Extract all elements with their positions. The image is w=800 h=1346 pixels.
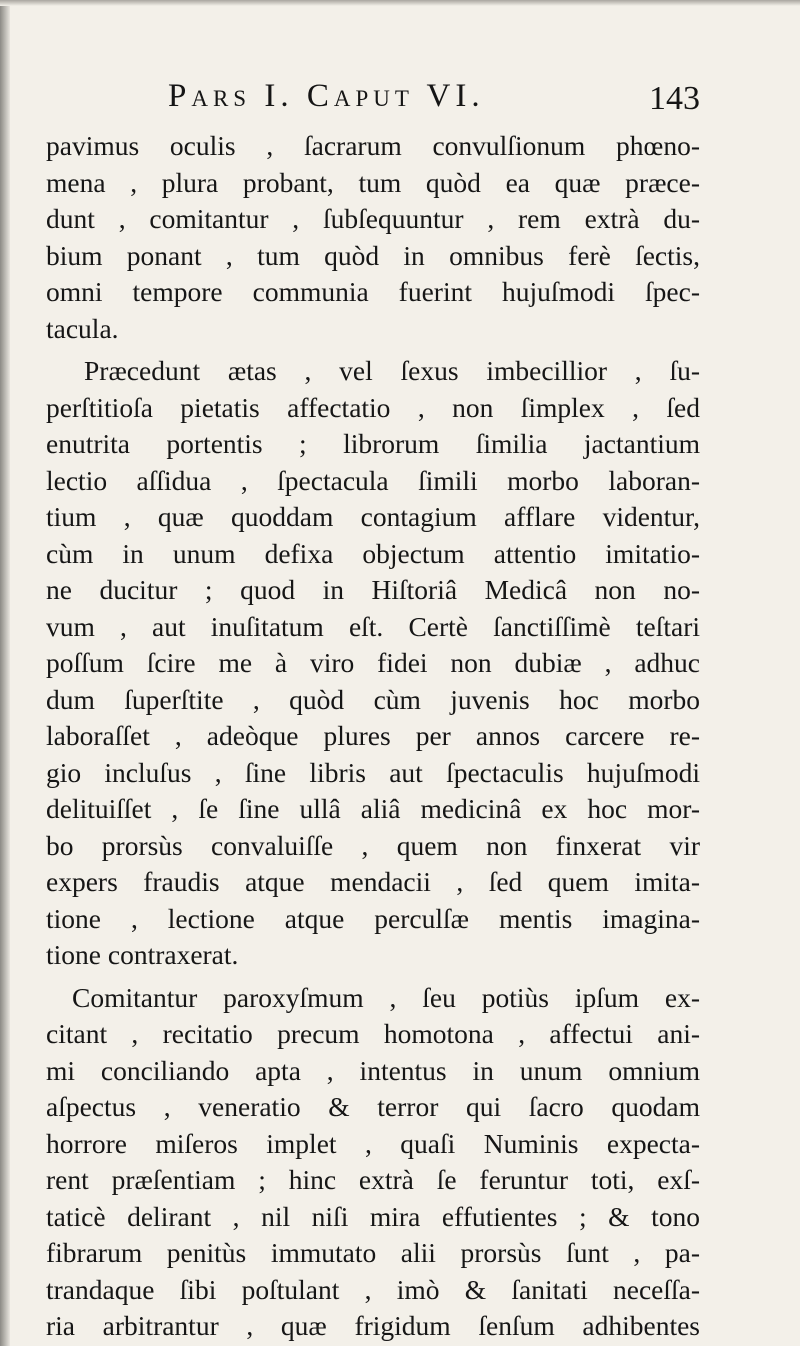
page-number: 143 [649, 80, 700, 117]
text-line: laboraſſet , adeòque plures per annos carcere re- [46, 720, 700, 751]
text-line: ria arbitrantur , quæ frigidum ſenſum adhibentes [46, 1310, 700, 1341]
text-line: perſtitioſa pietatis affectatio , non ſimplex , ſed [46, 391, 700, 423]
text-line: cùm in unum defixa objectum attentio imitatio- [46, 537, 700, 569]
running-head: Pars I. Caput VI. [168, 78, 485, 114]
text-line: poſſum ſcire me à viro fidei non dubiæ , adhuc [46, 647, 700, 678]
text-line: dum ſuperſtite , quòd cùm juvenis hoc morbo [46, 683, 700, 715]
text-line: Comitantur paroxyſmum , ſeu potiùs ipſum ex- [72, 981, 700, 1013]
text-line: tium , quæ quoddam contagium afflare videntur, [46, 501, 700, 532]
text-line: omni tempore communia fuerint hujuſmodi ſpec- [46, 276, 700, 307]
text-line: aſpectus , veneratio & terror qui ſacro quodam [46, 1091, 700, 1122]
text-line: ne ducitur ; quod in Hiſtoriâ Medicâ non no- [46, 574, 700, 605]
top-edge-shadow [0, 0, 800, 6]
text-line: taticè delirant , nil niſi mira effutientes ; & tono [46, 1200, 700, 1232]
text-line: pavimus oculis , ſacrarum convulſionum phœno- [46, 130, 700, 161]
gutter-shadow [0, 0, 10, 1346]
text-line: Præcedunt ætas , vel ſexus imbecillior , ſu- [84, 355, 700, 386]
text-line: gio incluſus , ſine libris aut ſpectaculis hujuſmodi [46, 756, 700, 788]
text-line: bium ponant , tum quòd in omnibus ferè ſectis, [46, 239, 700, 271]
text-line: enutrita portentis ; librorum ſimilia jactantium [46, 428, 700, 459]
text-line: tione , lectione atque perculſæ mentis imagina- [46, 902, 700, 934]
text-line: horrore miſeros implet , quaſi Numinis expecta- [46, 1127, 700, 1159]
text-line: bo prorsùs convaluiſſe , quem non finxerat vir [46, 829, 700, 861]
text-line: tione contraxerat. [46, 939, 239, 970]
text-line: tacula. [46, 312, 119, 344]
text-line: trandaque ſibi poſtulant , imò & ſanitati neceſſa- [46, 1273, 700, 1305]
text-line: delituiſſet , ſe ſine ullâ aliâ medicinâ ex hoc mor- [46, 793, 700, 824]
text-line: lectio aſſidua , ſpectacula ſimili morbo laboran- [46, 464, 700, 496]
text-line: dunt , comitantur , ſubſequuntur , rem extrà du- [46, 203, 700, 234]
page-header [46, 70, 700, 120]
text-line: fibrarum penitùs immutato alii prorsùs ſunt , pa- [46, 1237, 700, 1268]
text-line: rent præſentiam ; hinc extrà ſe feruntur toti, exſ- [46, 1164, 700, 1195]
text-line: vum , aut inuſitatum eſt. Certè ſanctiſſimè teſtari [46, 610, 700, 642]
text-line: mena , plura probant, tum quòd ea quæ præce- [46, 166, 700, 198]
text-line: citant , recitatio precum homotona , affectui ani- [46, 1018, 700, 1049]
text-line: mi conciliando apta , intentus in unum omnium [46, 1054, 700, 1086]
text-line: expers fraudis atque mendacii , ſed quem imita- [46, 866, 700, 897]
body-text [46, 128, 700, 1345]
